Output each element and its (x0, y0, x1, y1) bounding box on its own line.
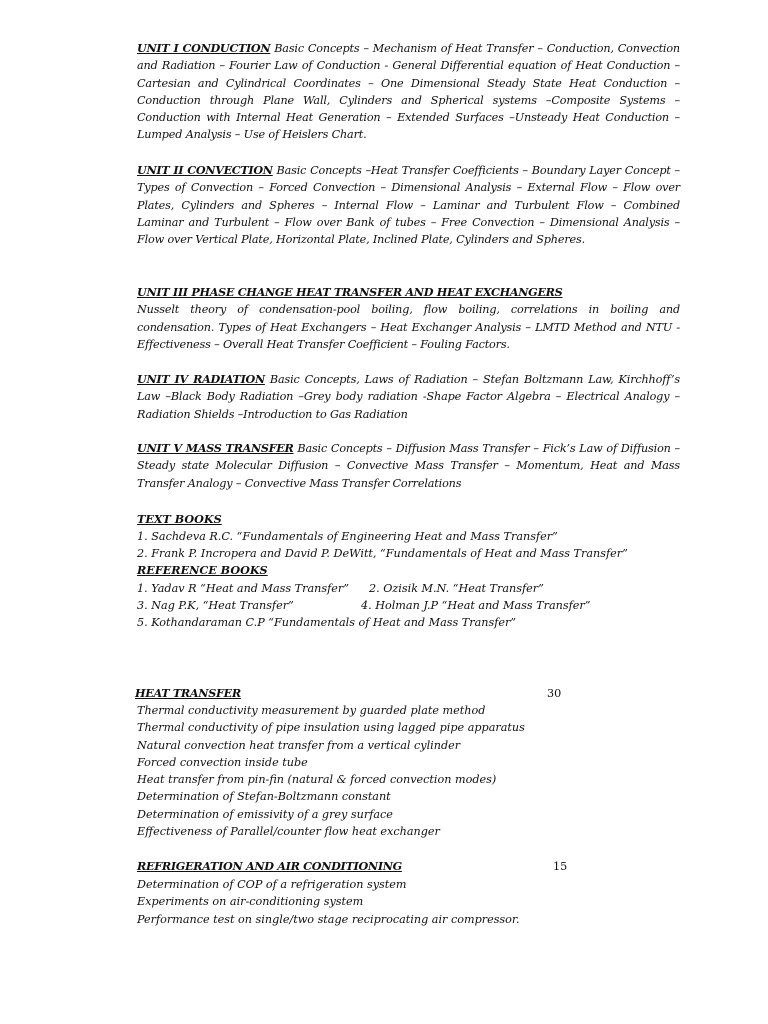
list-item: Natural convection heat transfer from a vertical cylinder (137, 738, 461, 752)
lab-refrigeration-hours: 15 (553, 860, 568, 873)
unit-1-text: Basic Concepts – Mechanism of Heat Transfer – Conduction, Convection and Radiation – Fourier Law of Conduction - General Differential equation of Heat Conduction –Cartesian and Cylindrical Coordinates – One Dimensional Steady State Heat Conduction – Conduction through Plane Wall, Cylinders and Spherical systems –Composite Systems – Conduction with Internal Heat Generation – Extended Surfaces –Unsteady Heat Conduction – Lumped Analysis – Use of Heislers Chart. (137, 42, 680, 142)
unit-3-heading: UNIT III PHASE CHANGE HEAT TRANSFER AND HEAT EXCHANGERS (137, 285, 563, 299)
unit-3-text: Nusselt theory of condensation-pool boiling, flow boiling, correlations in boiling and condensation. Types of Heat Exchangers – Heat Exchanger Analysis – LMTD Method and NTU - Effectiveness – Overall Heat Transfer Coefficient – Fouling Factors. (137, 303, 680, 351)
reference-book-row-1 (137, 580, 544, 597)
reference-book-item: 4. Holman J.P “Heat and Mass Transfer” (361, 599, 591, 612)
reference-books-heading: REFERENCE BOOKS (137, 563, 268, 577)
lab-heat-transfer-heading: HEAT TRANSFER (135, 686, 241, 700)
list-item: Thermal conductivity measurement by guarded plate method (137, 704, 486, 717)
reference-book-row-2 (137, 597, 591, 614)
unit-4-heading: UNIT IV RADIATION (137, 372, 265, 386)
list-item: Determination of emissivity of a grey surface (137, 807, 393, 821)
unit-3-paragraph (137, 284, 680, 353)
unit-5-text: Basic Concepts – Diffusion Mass Transfer – Fick’s Law of Diffusion – Steady state Molecular Diffusion – Convective Mass Transfer – Momentum, Heat and Mass Transfer Analogy – Convective Mass Transfer Correlations (137, 442, 680, 490)
text-book-item: 1. Sachdeva R.C. “Fundamentals of Engineering Heat and Mass Transfer” (137, 530, 558, 543)
reference-book-item: 2. Ozisik M.N. “Heat Transfer” (369, 582, 544, 595)
lab-heat-transfer-list (137, 702, 525, 840)
text-books-heading: TEXT BOOKS (137, 512, 222, 526)
reference-book-item: 5. Kothandaraman C.P “Fundamentals of Heat and Mass Transfer” (137, 616, 517, 629)
lab-refrigeration-heading: REFRIGERATION AND AIR CONDITIONING (137, 859, 402, 873)
unit-5-paragraph (137, 440, 680, 492)
lab-heat-transfer-hours: 30 (547, 687, 562, 700)
list-item: Forced convection inside tube (137, 755, 308, 769)
reference-book-item: 1. Yadav R “Heat and Mass Transfer” (137, 582, 349, 595)
unit-2-text: Basic Concepts –Heat Transfer Coefficients – Boundary Layer Concept – Types of Convection – Forced Convection – Dimensional Analysis – External Flow – Flow over Plates, Cylinders and Spheres – Internal Flow – Laminar and Turbulent Flow – Combined Laminar and Turbulent – Flow over Bank of tubes – Free Convection – Dimensional Analysis – Flow over Vertical Plate, Horizontal Plate, Inclined Plate, Cylinders and Spheres. (137, 164, 680, 247)
list-item: Heat transfer from pin-fin (natural & forced convection modes) (137, 773, 497, 787)
text-book-item: 2. Frank P. Incropera and David P. DeWitt, “Fundamentals of Heat and Mass Transfer” (137, 547, 628, 560)
reference-book-row-3 (137, 614, 516, 631)
unit-1-paragraph (137, 40, 680, 144)
unit-4-paragraph (137, 371, 680, 423)
list-item: Experiments on air-conditioning system (137, 895, 364, 909)
list-item: Effectiveness of Parallel/counter flow heat exchanger (137, 825, 440, 839)
list-item: Determination of Stefan-Boltzmann constant (137, 790, 391, 804)
list-item: Performance test on single/two stage reciprocating air compressor. (137, 912, 520, 926)
unit-4-text: Basic Concepts, Laws of Radiation – Stefan Boltzmann Law, Kirchhoff’s Law –Black Body Radiation –Grey body radiation -Shape Factor Algebra – Electrical Analogy – Radiation Shields –Introduction to Gas Radiation (137, 373, 681, 421)
lab-refrigeration-list (137, 876, 520, 928)
unit-2-paragraph (137, 162, 680, 248)
list-item: Thermal conductivity of pipe insulation using lagged pipe apparatus (137, 721, 525, 735)
unit-2-heading: UNIT II CONVECTION (137, 163, 273, 177)
unit-1-heading: UNIT I CONDUCTION (137, 41, 271, 55)
reference-book-item: 3. Nag P.K, “Heat Transfer” (137, 599, 294, 612)
list-item: Determination of COP of a refrigeration system (137, 878, 407, 891)
unit-5-heading: UNIT V MASS TRANSFER (137, 441, 294, 455)
